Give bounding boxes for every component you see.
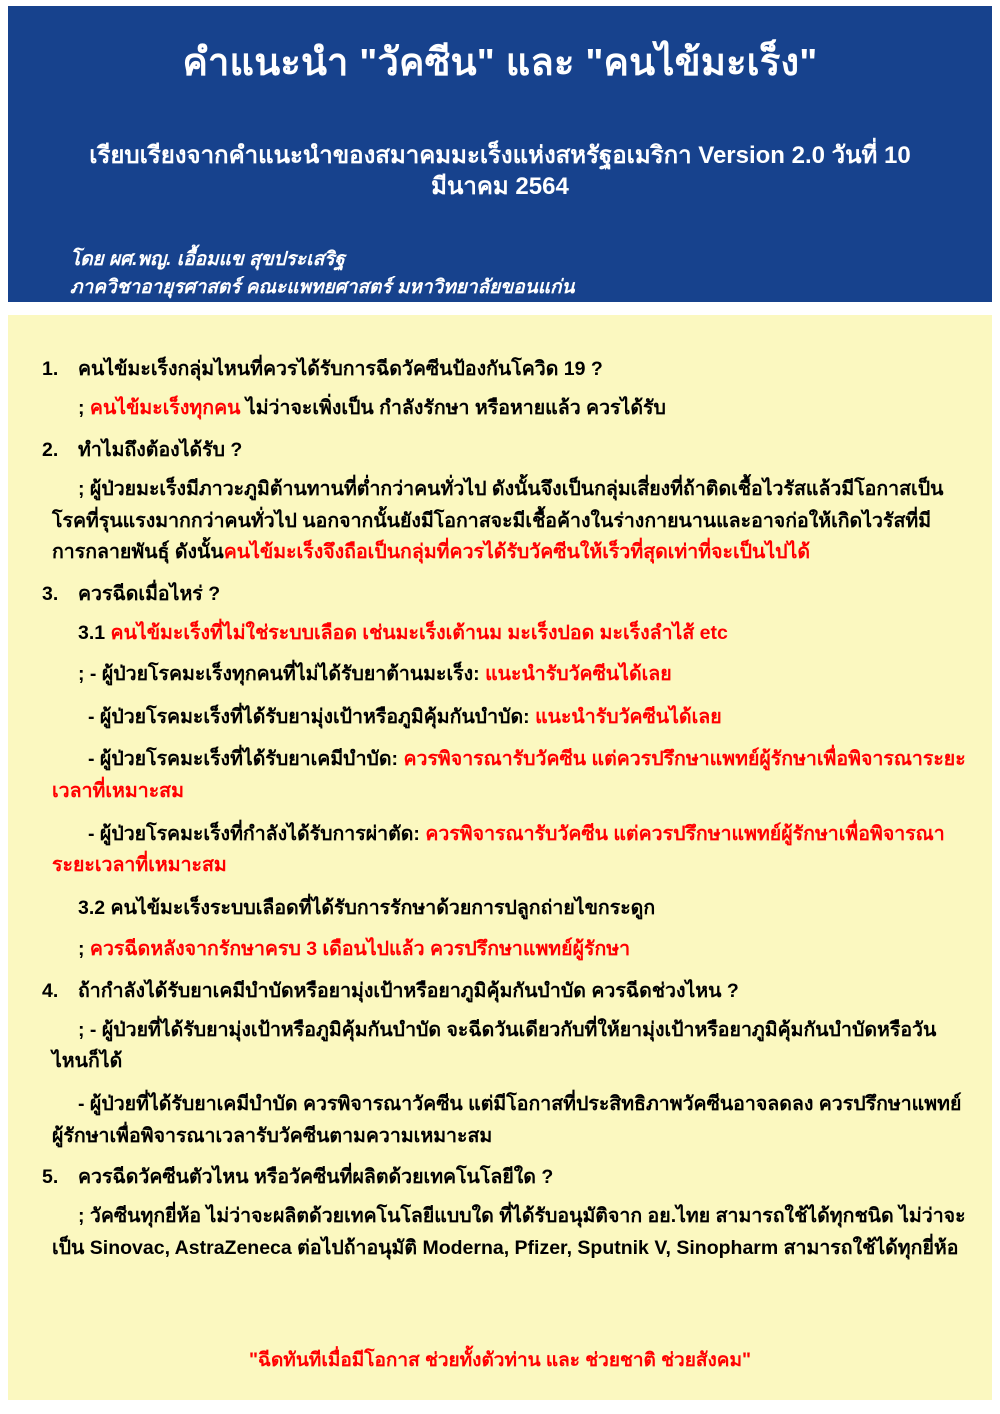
question-3 xyxy=(34,580,966,609)
qa-list xyxy=(34,355,966,1265)
author-affiliation: ภาควิชาอายุรศาสตร์ คณะแพทยศาสตร์ มหาวิทยาลัยขอนแก่น xyxy=(70,277,575,299)
question-number-2: 2. xyxy=(42,438,59,461)
answer-5: ; วัคซีนทุกยี่ห้อ ไม่ว่าจะผลิตด้วยเทคโนโลยีแบบใด ที่ได้รับอนุมัติจาก อย.ไทย สามารถใช้ได้ทุกชนิด ไม่ว่าจะเป็น Sinovac, AstraZeneca ต่อไปถ้าอนุมัติ Moderna, Pfizer, Sputnik V, Sinopharm สามารถใช้ได้ทุกยี่ห้อ xyxy=(52,1205,966,1259)
question-number-3: 3. xyxy=(42,582,59,605)
subsection-heading-3-1 xyxy=(34,618,966,648)
answer-2-body: ; ผู้ป่วยมะเร็งมีภาวะภูมิต้านทานที่ต่ำกว่าคนทั่วไป ดังนั้นจึงเป็นกลุ่มเสี่ยงที่ถ้าติดเชื้อไวรัสแล้วมีโอกาสเป็นโรคที่รุนแรงมากกว่าคนทั่วไป นอกจากนั้นยังมีโอกาสจะมีเชื้อค้างในร่างกายนานและอาจก่อให้เกิดไวรัสที่มีการกลายพันธุ์ ดังนั้น xyxy=(52,478,944,564)
bullet-3-1-b xyxy=(34,702,966,734)
answer-1-rest: ไม่ว่าจะเพิ่งเป็น กำลังรักษา หรือหายแล้ว ควรได้รับ xyxy=(240,397,666,420)
bullet-3-2-a-prefix: ; xyxy=(78,937,90,960)
page-title: คำแนะนำ "วัคซีน" และ "คนไข้มะเร็ง" xyxy=(182,42,818,84)
question-number-5: 5. xyxy=(42,1166,59,1189)
qa-item-5 xyxy=(34,1163,966,1264)
author-name: โดย ผศ.พญ. เอื้อมแข สุขประเสริฐ xyxy=(70,248,345,270)
bullet-3-1-d-recommendation: ควรพิจารณารับวัคซีน แต่ควรปรึกษาแพทย์ผู้รักษาเพื่อพิจารณาระยะเวลาที่เหมาะสม xyxy=(52,822,945,877)
question-number-1: 1. xyxy=(42,358,59,380)
question-text-2: ทำไมถึงต้องได้รับ ? xyxy=(78,438,243,461)
answer-1-highlight: คนไข้มะเร็งทุกคน xyxy=(89,397,241,420)
question-text-5: ควรฉีดวัคซีนตัวไหน หรือวัคซีนที่ผลิตด้วยเทคโนโลยีใด ? xyxy=(78,1166,554,1189)
bullet-3-1-d-label: - ผู้ป่วยโรคมะเร็งที่กำลังได้รับการผ่าตัด: xyxy=(88,822,426,845)
bullet-3-1-a-label: ; - ผู้ป่วยโรคมะเร็งทุกคนที่ไม่ได้รับยาต้านมะเร็ง: xyxy=(78,663,486,686)
footer-slogan: "ฉีดทันทีเมื่อมีโอกาส ช่วยทั้งตัวท่าน และ ช่วยชาติ ช่วยสังคม" xyxy=(249,1350,751,1371)
bullet-3-1-c xyxy=(34,744,966,807)
qa-item-2 xyxy=(34,436,966,569)
question-number-4: 4. xyxy=(42,979,59,1002)
bullet-3-1-c-recommendation: ควรพิจารณารับวัคซีน แต่ควรปรึกษาแพทย์ผู้รักษาเพื่อพิจารณาระยะเวลาที่เหมาะสม xyxy=(52,748,966,803)
bullet-3-1-a xyxy=(34,659,966,691)
bullet-3-1-b-recommendation: แนะนำรับวัคซีนได้เลย xyxy=(535,705,722,728)
bullet-3-1-d xyxy=(34,819,966,882)
answer-2 xyxy=(34,474,966,569)
question-5 xyxy=(34,1163,966,1192)
bullet-4-b: - ผู้ป่วยที่ได้รับยาเคมีบำบัด ควรพิจารณาวัคซีน แต่มีโอกาสที่ประสิทธิภาพวัคซีนอาจลดลง ควรปรึกษาแพทย์ผู้รักษาเพื่อพิจารณาเวลารับวัคซีนตามความเหมาะสม xyxy=(52,1092,962,1147)
bullet-3-1-b-label: - ผู้ป่วยโรคมะเร็งที่ได้รับยามุ่งเป้าหรือภูมิคุ้มกันบำบัด: xyxy=(88,705,536,728)
poster-header xyxy=(8,6,992,302)
qa-item-3 xyxy=(34,580,966,966)
question-text-3: ควรฉีดเมื่อไหร่ ? xyxy=(78,582,221,605)
answer-1 xyxy=(34,393,966,425)
bullet-3-2-a xyxy=(34,934,966,966)
subsection-3-1-text: คนไข้มะเร็งที่ไม่ใช่ระบบเลือด เช่นมะเร็งเต้านม มะเร็งปอด มะเร็งลำไส้ etc xyxy=(110,622,728,645)
qa-item-4 xyxy=(34,977,966,1153)
answer-1-prefix: ; xyxy=(78,397,90,420)
bullet-3-1-c-label: - ผู้ป่วยโรคมะเร็งที่ได้รับยาเคมีบำบัด: xyxy=(88,748,404,771)
qa-item-1 xyxy=(34,355,966,425)
question-text-1: คนไข้มะเร็งกลุ่มไหนที่ควรได้รับการฉีดวัคซีนป้องกันโควิด 19 ? xyxy=(78,358,603,380)
answer-2-highlight: คนไข้มะเร็งจึงถือเป็นกลุ่มที่ควรได้รับวัคซีนให้เร็วที่สุดเท่าที่จะเป็นไปได้ xyxy=(223,541,811,564)
bullet-4-a: ; - ผู้ป่วยที่ได้รับยามุ่งเป้าหรือภูมิคุ้มกันบำบัด จะฉีดวันเดียวกับที่ให้ยามุ่งเป้าหรือยาภูมิคุ้มกันบำบัดหรือวันไหนก็ได้ xyxy=(52,1018,937,1073)
question-1 xyxy=(34,355,966,384)
bullet-3-1-a-recommendation: แนะนำรับวัคซีนได้เลย xyxy=(485,663,672,686)
author-block xyxy=(54,246,946,303)
subsection-3-1-number: 3.1 xyxy=(78,622,111,645)
qa-body-panel xyxy=(8,315,992,1400)
header-subtitle: เรียบเรียงจากคำแนะนำของสมาคมมะเร็งแห่งสหรัฐอเมริกา Version 2.0 วันที่ 10 มีนาคม 2564 xyxy=(89,141,911,200)
question-4 xyxy=(34,977,966,1006)
question-text-4: ถ้ากำลังได้รับยาเคมีบำบัดหรือยามุ่งเป้าหรือยาภูมิคุ้มกันบำบัด ควรฉีดช่วงไหน ? xyxy=(78,979,739,1002)
subsection-3-2-text: 3.2 คนไข้มะเร็งระบบเลือดที่ได้รับการรักษาด้วยการปลูกถ่ายไขกระดูก xyxy=(78,896,656,919)
subsection-heading-3-2 xyxy=(34,893,966,923)
question-2 xyxy=(34,436,966,465)
bullet-3-2-a-recommendation: ควรฉีดหลังจากรักษาครบ 3 เดือนไปแล้ว ควรปรึกษาแพทย์ผู้รักษา xyxy=(89,937,631,960)
